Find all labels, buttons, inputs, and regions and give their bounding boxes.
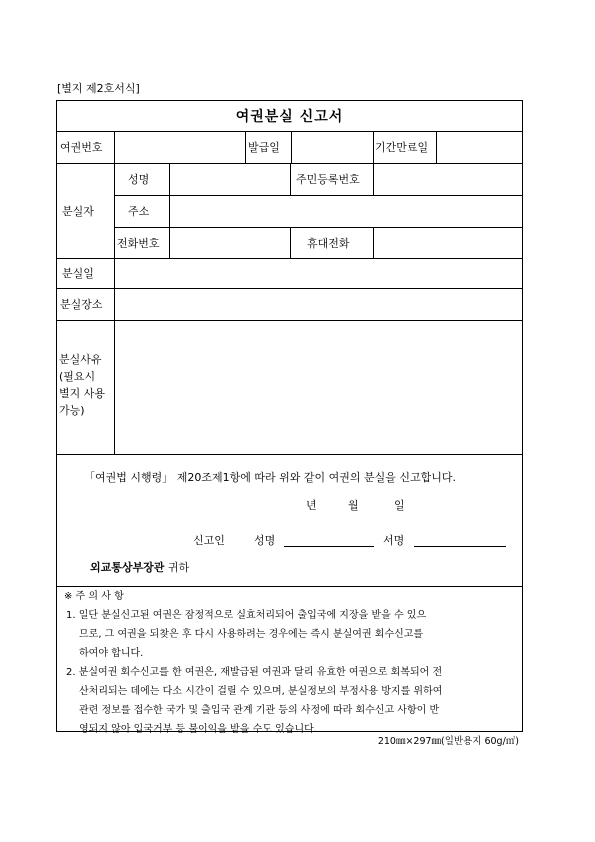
loss-place-label: 분실장소 <box>60 298 103 311</box>
date-day-label: 일 <box>394 499 405 512</box>
note-line: 하여야 합니다. <box>79 648 144 659</box>
loss-reason-field[interactable] <box>115 321 522 453</box>
note-line: 영되지 않아 입국거부 등 불이익을 받을 수도 있습니다. <box>79 724 317 735</box>
loss-reason-line: 별지 사용 <box>59 387 106 400</box>
address-label: 주소 <box>128 205 150 218</box>
issue-date-field[interactable] <box>292 132 372 162</box>
loss-reason-line: 분실사유 <box>59 353 102 366</box>
note-line: 므로, 그 여권을 되찾은 후 다시 사용하려는 경우에는 즉시 분실여권 회수신고를 <box>79 629 424 640</box>
signer-name-line[interactable] <box>284 546 374 547</box>
form-number-label: [별지 제2호서식] <box>57 82 140 95</box>
divider <box>373 131 374 163</box>
loss-place-field[interactable] <box>115 289 522 319</box>
phone-label: 전화번호 <box>117 236 160 250</box>
signature-label: 서명 <box>383 534 405 547</box>
expiry-date-field[interactable] <box>437 132 522 162</box>
paper-spec: 210㎜×297㎜(일반용지 60g/㎡) <box>377 736 519 747</box>
name-field[interactable] <box>170 164 289 194</box>
address-field[interactable] <box>170 196 522 226</box>
name-label: 성명 <box>128 173 150 186</box>
rrn-label: 주민등록번호 <box>296 173 360 186</box>
phone-field[interactable] <box>170 228 289 257</box>
loss-date-label: 분실일 <box>62 267 94 280</box>
mobile-field[interactable] <box>374 228 522 257</box>
addressee-suffix: 귀하 <box>167 561 190 574</box>
passport-number-field[interactable] <box>115 132 244 162</box>
note-line: 관련 정보를 접수한 국가 및 출입국 관계 기관 등의 사정에 따라 회수신고 사항이 반 <box>79 705 440 716</box>
date-month-label: 월 <box>348 499 359 512</box>
signer-name-label: 성명 <box>254 534 276 547</box>
signature-line[interactable] <box>414 546 506 547</box>
date-year-label: 년 <box>306 499 317 512</box>
notes-section <box>64 587 519 739</box>
note-line: 산처리되는 데에는 다소 시간이 걸릴 수 있으며, 분실정보의 부정사용 방지를 위하여 <box>79 686 443 697</box>
declaration-text: 「여권법 시행령」 제20조제1항에 따라 위와 같이 여권의 분실을 신고합니다. <box>84 471 456 484</box>
note-line: 2. 분실여권 회수신고를 한 여권은, 재발급된 여권과 달리 유효한 여권으로 회복되어 전 <box>66 667 443 678</box>
loss-reason-line: 가능) <box>59 404 85 417</box>
loss-reason-line: (필요시 <box>59 370 96 383</box>
mobile-label: 휴대전화 <box>307 236 350 250</box>
loss-date-field[interactable] <box>115 259 522 287</box>
divider <box>245 131 246 163</box>
rrn-field[interactable] <box>374 164 522 194</box>
form-title: 여권분실 신고서 <box>235 108 344 125</box>
addressee <box>90 559 189 575</box>
expiry-date-label: 기간만료일 <box>375 141 429 154</box>
notes-header: ※ 주 의 사 항 <box>64 591 124 602</box>
note-line: 1. 일단 분실신고된 여권은 잠정적으로 실효처리되어 출입국에 지장을 받을 수 있으 <box>66 610 427 621</box>
minister-title: 외교통상부장관 <box>90 561 165 574</box>
loss-reason-label <box>59 351 105 419</box>
divider <box>290 163 291 195</box>
issue-date-label: 발급일 <box>248 141 280 154</box>
divider <box>290 227 291 258</box>
divider <box>56 454 523 455</box>
reporter-label: 신고인 <box>193 534 225 547</box>
loser-section-label: 분실자 <box>62 204 94 218</box>
passport-number-label: 여권번호 <box>60 141 103 154</box>
